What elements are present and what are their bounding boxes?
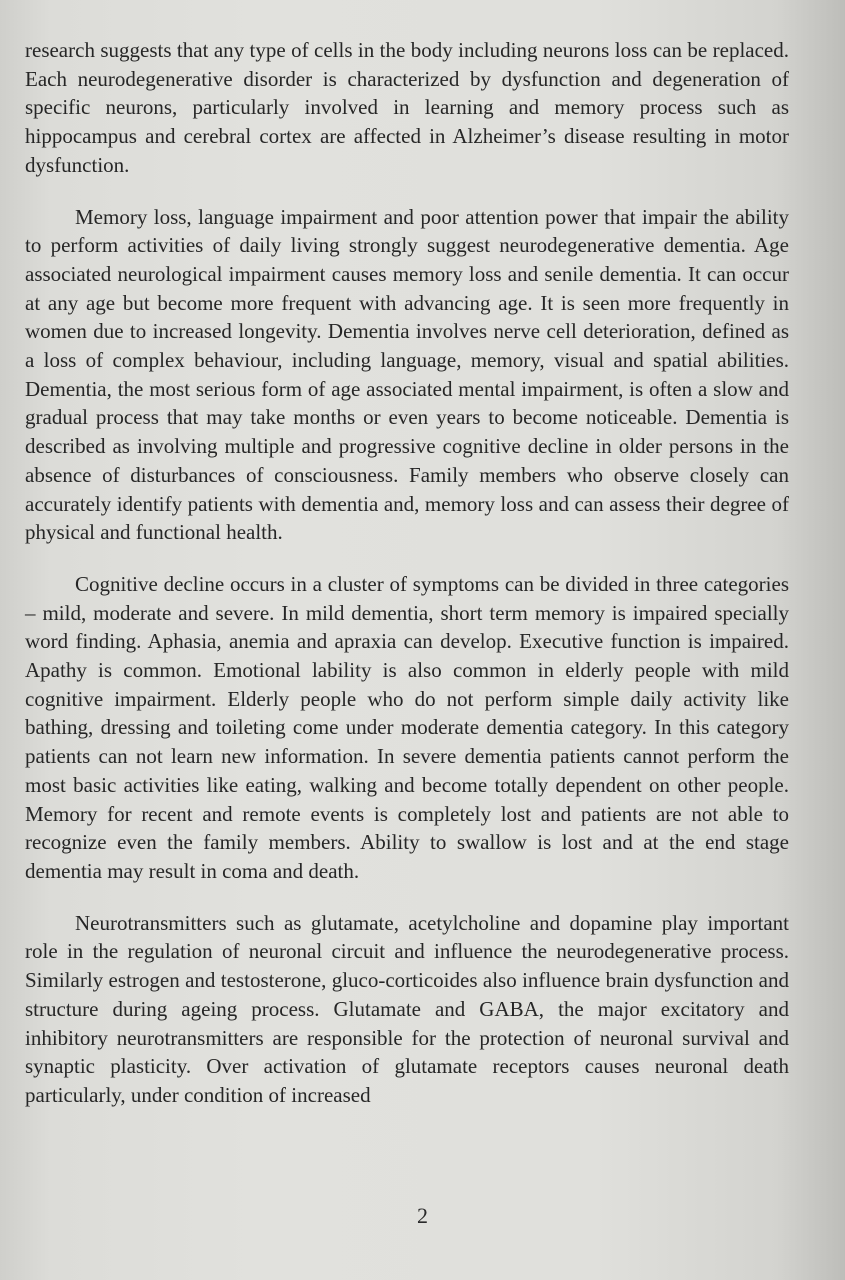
page-body xyxy=(25,36,789,1133)
paragraph-4: Neurotransmitters such as glutamate, acetylcholine and dopamine play important role in the regulation of neuronal circuit and influence the neurodegenerative process. Similarly estrogen and testosterone, gluco-corticoides also influence brain dysfunction and structure during ageing process. Glutamate and GABA, the major excitatory and inhibitory neurotransmitters are responsible for the protection of neuronal survival and synaptic plasticity. Over activation of glutamate receptors causes neuronal death particularly, under condition of increased xyxy=(25,910,789,1107)
paragraph-1: research suggests that any type of cells in the body including neurons loss can be replaced. Each neurodegenerative disorder is characterized by dysfunction and degeneration of specific neurons, particularly involved in learning and memory process such as hippocampus and cerebral cortex are affected in Alzheimer’s disease resulting in motor dysfunction. xyxy=(25,38,789,177)
paragraph-2: Memory loss, language impairment and poor attention power that impair the ability to perform activities of daily living strongly suggest neurodegenerative dementia. Age associated neurological impairment causes memory loss and senile dementia. It can occur at any age but become more frequent with advancing age. It is seen more frequently in women due to increased longevity. Dementia involves nerve cell deterioration, defined as a loss of complex behaviour, including language, memory, visual and spatial abilities. Dementia, the most serious form of age associated mental impairment, is often a slow and gradual process that may take months or even years to become noticeable. Dementia is described as involving multiple and progressive cognitive decline in older persons in the absence of disturbances of consciousness. Family members who observe closely can accurately identify patients with dementia and, memory loss and can assess their degree of physical and functional health. xyxy=(25,204,789,545)
page-number: 2 xyxy=(417,1203,428,1228)
paragraph-3: Cognitive decline occurs in a cluster of symptoms can be divided in three categories – mild, moderate and severe. In mild dementia, short term memory is impaired specially word finding. Aphasia, anemia and apraxia can develop. Executive function is impaired. Apathy is common. Emotional lability is also common in elderly people with mild cognitive impairment. Elderly people who do not perform simple daily activity like bathing, dressing and toileting come under moderate dementia category. In this category patients can not learn new information. In severe dementia patients cannot perform the most basic activities like eating, walking and become totally dependent on other people. Memory for recent and remote events is completely lost and patients are not able to recognize even the family members. Ability to swallow is lost and at the end stage dementia may result in coma and death. xyxy=(25,571,789,883)
